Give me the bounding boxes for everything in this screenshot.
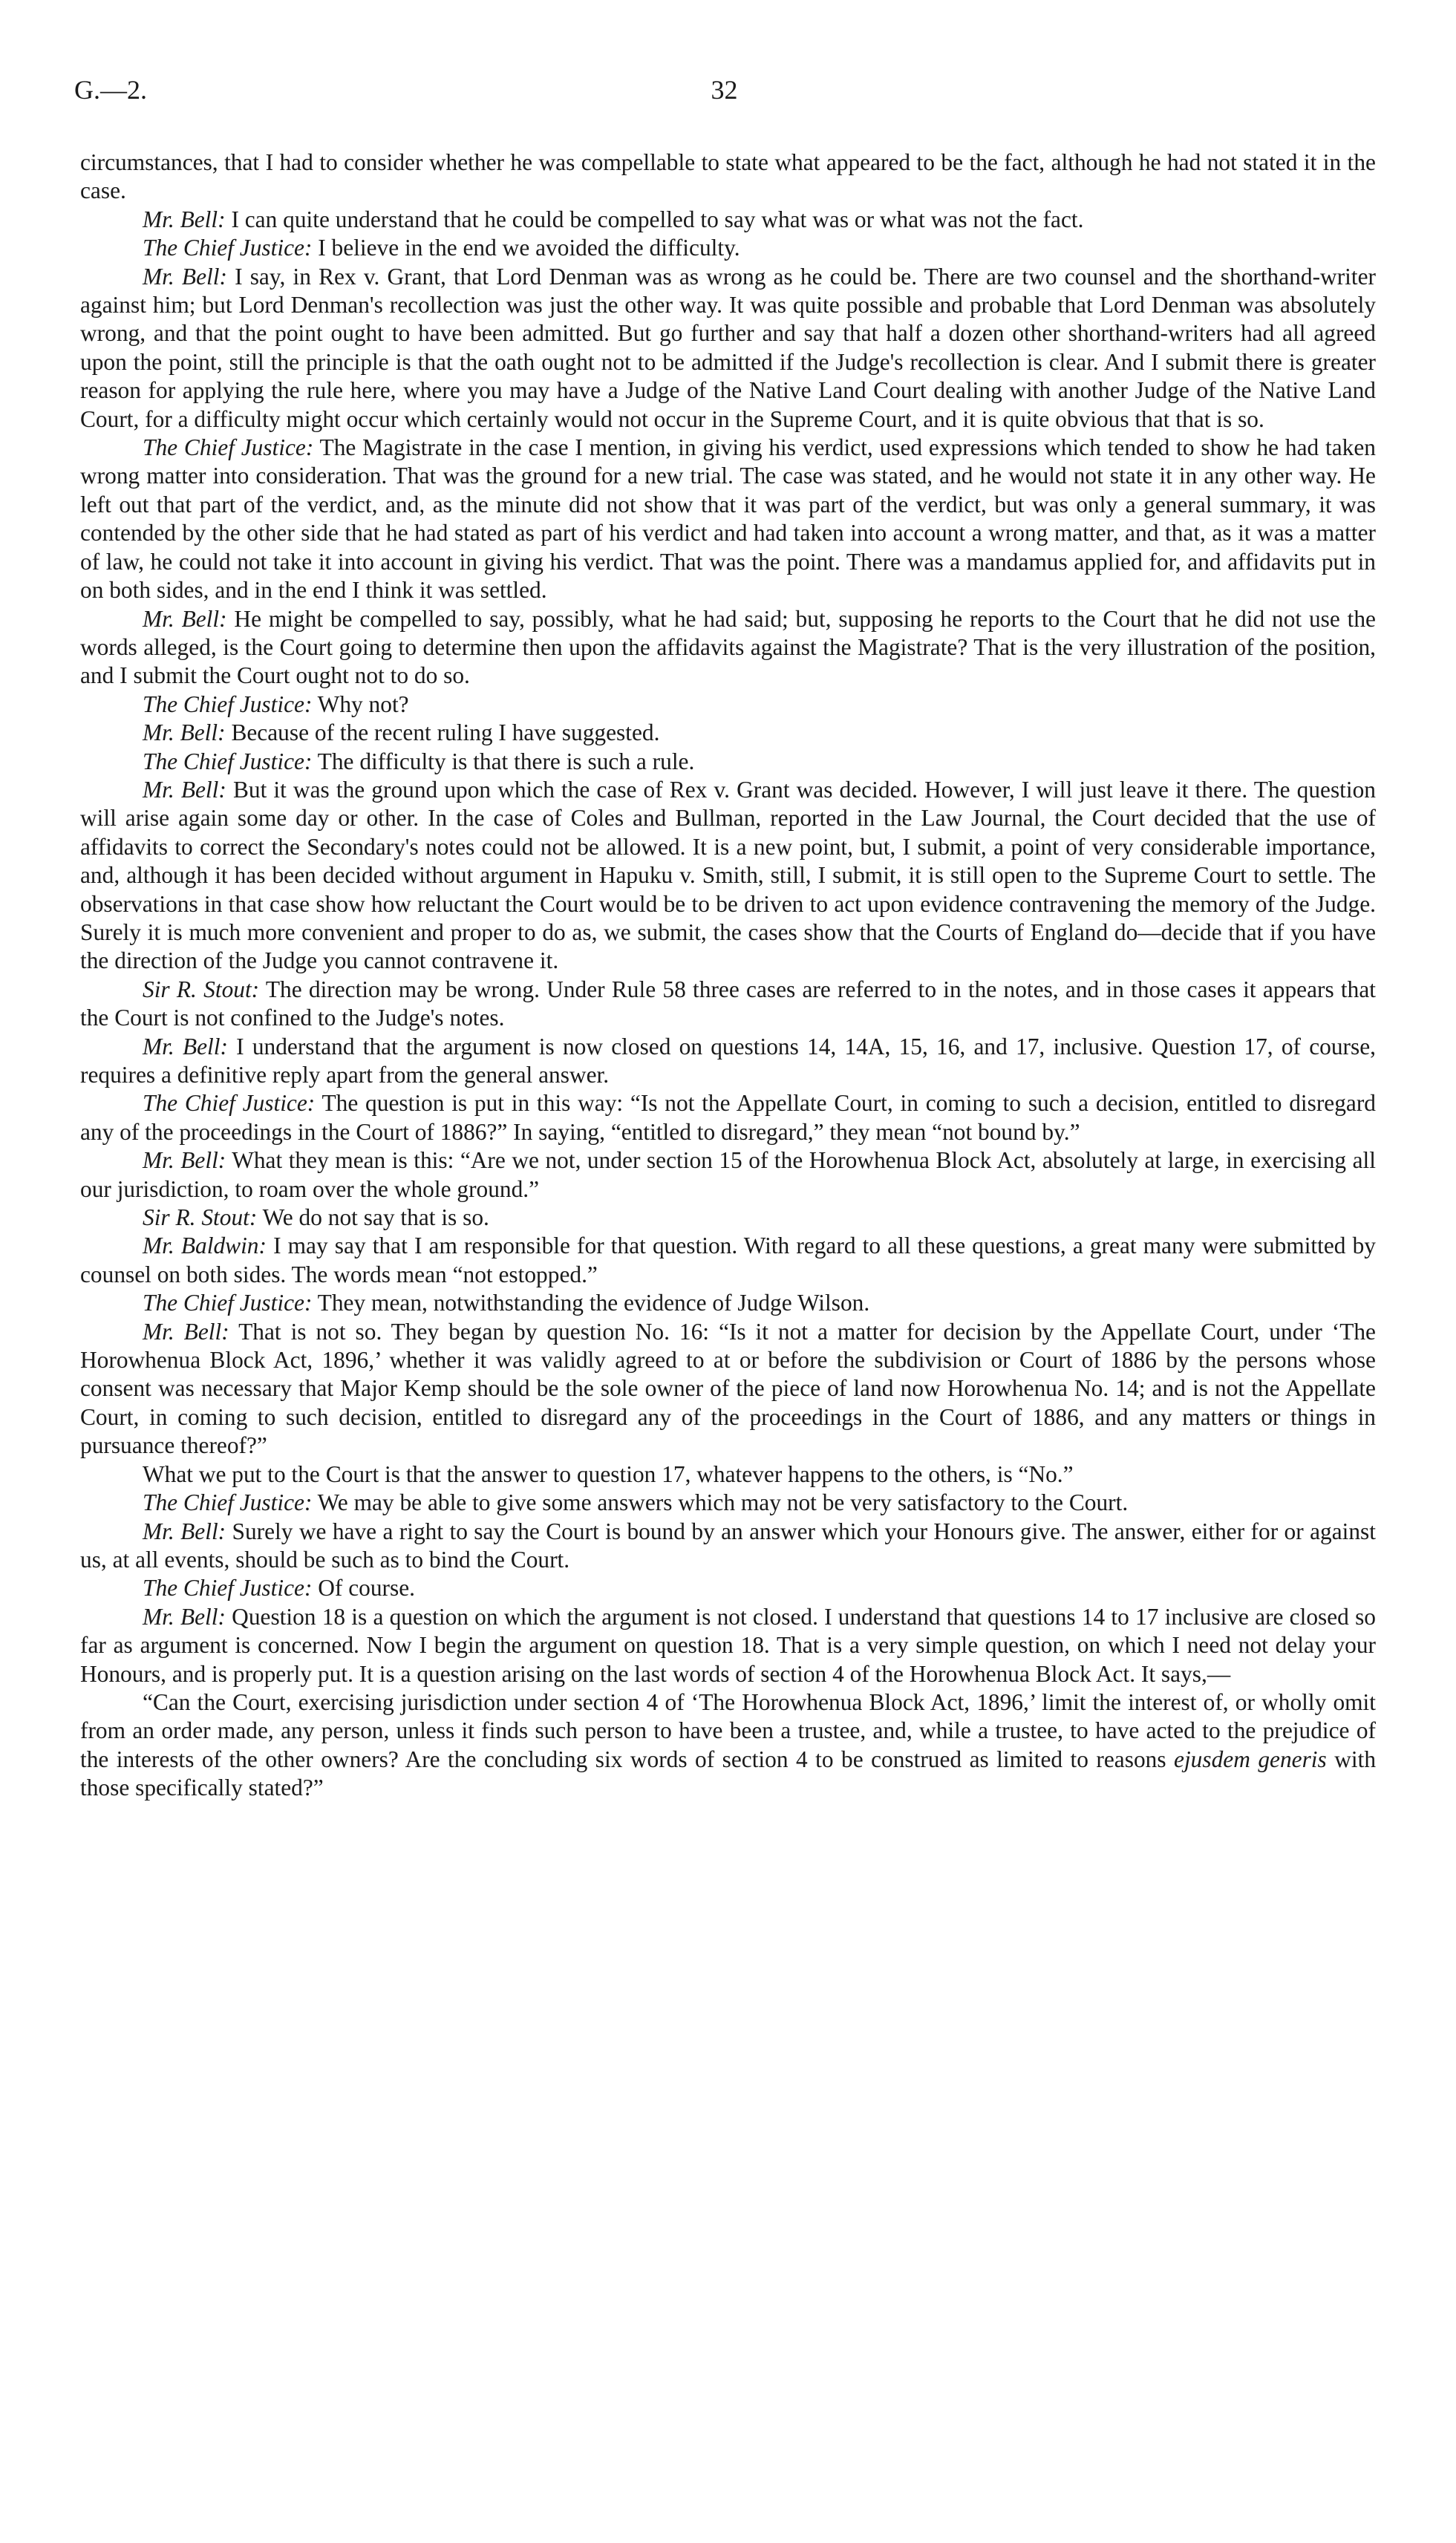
paragraph-text: The difficulty is that there is such a rule. — [312, 748, 695, 774]
paragraph — [80, 719, 1376, 747]
speaker-name: The Chief Justice: — [143, 235, 313, 261]
speaker-name: The Chief Justice: — [143, 1489, 313, 1516]
paragraph — [80, 1232, 1376, 1289]
speaker-name: Mr. Bell: — [143, 263, 227, 290]
paragraph — [80, 1460, 1376, 1489]
paragraph — [80, 1089, 1376, 1146]
paragraph-text: Why not? — [312, 691, 409, 717]
speaker-name: The Chief Justice: — [143, 1575, 313, 1602]
paragraph — [80, 1518, 1376, 1575]
paragraph-text: Because of the recent ruling I have suggested. — [225, 719, 660, 746]
paragraph-text: But it was the ground upon which the case of Rex v. Grant was decided. However, I will just leave it there. The question will arise again some day or other. In the case of Coles and Bullman, reported in the Law Journal, the Court decided that the use of affidavits to correct the Secondary's notes could not be allowed. It is a new point, but, I submit, a point of very considerable importance, and, although it has been decided without argument in Hapuku v. Smith, still, I submit, it is still open to the Supreme Court to settle. The observations in that case show how reluctant the Court would be to be driven to act upon evidence contravening the memory of the Judge. Surely it is much more convenient and proper to do as, we submit, the cases show that the Courts of England do—decide that if you have the direction of the Judge you cannot contravene it. — [80, 776, 1376, 974]
paragraph-text: I may say that I am responsible for that question. With regard to all these questions, a great many were submitted by counsel on both sides. The words mean “not estopped.” — [80, 1233, 1376, 1287]
paragraph — [80, 1289, 1376, 1317]
paragraph — [80, 776, 1376, 976]
paragraph-text: I say, in Rex v. Grant, that Lord Denman was as wrong as he could be. There are two counsel and the shorthand-writer against him; but Lord Denman's recollection was just the other way. It was quite possible and probable that Lord Denman was absolutely wrong, and that the point ought to have been admitted. But go further and say that half a dozen other shorthand-writers had all agreed upon the point, still the principle is that the oath ought not to be admitted if the Judge's recollection is clear. And I submit there is greater reason for applying the rule here, where you may have a Judge of the Native Land Court dealing with another Judge of the Native Land Court, for a difficulty might occur which certainly would not occur in the Supreme Court, and it is quite obvious that that is so. — [80, 263, 1376, 432]
paragraph-text: The question is put in this way: “Is not the Appellate Court, in coming to such a decision, entitled to disregard any of the proceedings in the Court of 1886?” In saying, “entitled to disregard,” they mean “not bound by.” — [80, 1090, 1376, 1145]
paragraph — [80, 263, 1376, 434]
speaker-name: Mr. Baldwin: — [143, 1233, 267, 1259]
speaker-name: Mr. Bell: — [143, 719, 226, 746]
paragraph-text: I believe in the end we avoided the difficulty. — [312, 235, 740, 261]
paragraph-text: He might be compelled to say, possibly, what he had said; but, supposing he reports to the Court that he did not use the words alleged, is the Court going to determine then upon the affidavits against the Magistrate? That is the very illustration of the position, and I submit the Court ought not to do so. — [80, 605, 1376, 689]
latin-phrase: ejusdem generis — [1166, 1746, 1327, 1772]
paragraph-text: Question 18 is a question on which the argument is not closed. I understand that questions 14 to 17 inclusive are closed so far as argument is concerned. Now I begin the argument on question 18. That is a very simple question, on which I need not delay your Honours, and is properly put. It is a question arising on the last words of section 4 of the Horowhenua Block Act. It says,— — [80, 1603, 1376, 1687]
speaker-name: Mr. Bell: — [143, 206, 226, 232]
paragraph — [80, 691, 1376, 719]
paragraph — [80, 1033, 1376, 1090]
paragraph — [80, 976, 1376, 1033]
paragraph — [80, 1603, 1376, 1688]
speaker-name: Mr. Bell: — [143, 776, 226, 803]
paragraph — [80, 1146, 1376, 1204]
paragraph-text: I understand that the argument is now closed on questions 14, 14A, 15, 16, and 17, inclusive. Question 17, of course, requires a definitive reply apart from the general answer. — [80, 1033, 1376, 1088]
paragraph-text-tail: with those specifically stated?” — [80, 1746, 1377, 1801]
speaker-name: The Chief Justice: — [143, 1290, 313, 1316]
paragraph — [80, 206, 1376, 234]
paragraph — [80, 748, 1376, 776]
speaker-name: Sir R. Stout: — [143, 976, 260, 1002]
speaker-name: The Chief Justice: — [143, 1090, 316, 1117]
paragraph-text: That is not so. They began by question No. 16: “Is it not a matter for decision by the Appellate Court, under ‘The Horowhenua Block Act, 1896,’ whether it was validly agreed to at or before the subdivision or Court of 1886 by the persons whose consent was necessary that Major Kemp should be the sole owner of the piece of land now Horowhenua No. 14; and is not the Appellate Court, in coming to such decision, entitled to disregard any of the proceedings in the Court of 1886, and any matters or things in pursuance thereof?” — [80, 1318, 1376, 1459]
paragraph-text: We do not say that is so. — [257, 1204, 489, 1231]
speaker-name: The Chief Justice: — [143, 691, 313, 717]
paragraph — [80, 605, 1376, 691]
speaker-name: The Chief Justice: — [143, 434, 314, 461]
speaker-name: The Chief Justice: — [143, 748, 313, 774]
paragraph — [80, 1688, 1376, 1803]
paragraph-text: What we put to the Court is that the answer to question 17, whatever happens to the others, is “No.” — [143, 1460, 1074, 1487]
paragraph — [80, 1574, 1376, 1602]
paragraph — [80, 1489, 1376, 1517]
document-reference: G.—2. — [74, 75, 147, 105]
paragraph-text: The Magistrate in the case I mention, in giving his verdict, used expressions which tended to show he had taken wrong matter into consideration. That was the ground for a new trial. The case was stated, and he would not state it in any other way. He left out that part of the verdict, and, as the minute did not show that it was part of the verdict, but was only a general summary, it was contended by the other side that he had stated as part of his verdict and had taken into account a wrong matter, and that, as it was a matter of law, he could not take it into account in giving his verdict. That was the point. There was a mandamus applied for, and affidavits put in on both sides, and in the end I think it was settled. — [80, 434, 1376, 604]
paragraph — [80, 434, 1376, 604]
paragraph-text: I can quite understand that he could be compelled to say what was or what was not the fact. — [225, 206, 1084, 232]
speaker-name: Mr. Bell: — [143, 605, 227, 632]
paragraph-text: We may be able to give some answers which may not be very satisfactory to the Court. — [312, 1489, 1129, 1516]
page-number: 32 — [711, 75, 738, 105]
speaker-name: Sir R. Stout: — [143, 1204, 258, 1231]
paragraph-text: They mean, notwithstanding the evidence of Judge Wilson. — [312, 1290, 870, 1316]
speaker-name: Mr. Bell: — [143, 1318, 229, 1345]
paragraph — [80, 148, 1376, 206]
speaker-name: Mr. Bell: — [143, 1603, 226, 1630]
paragraph — [80, 234, 1376, 262]
speaker-name: Mr. Bell: — [143, 1147, 226, 1174]
paragraph-text: Surely we have a right to say the Court is bound by an answer which your Honours give. The answer, either for or against us, at all events, should be such as to bind the Court. — [80, 1518, 1376, 1573]
paragraph — [80, 1204, 1376, 1232]
speaker-name: Mr. Bell: — [143, 1033, 228, 1060]
page-header — [74, 74, 1374, 119]
paragraph-text: “Can the Court, exercising jurisdiction under section 4 of ‘The Horowhenua Block Act, 1896,’ limit the interest of, or wholly omit from an order made, any person, unless it finds such person to have been a trustee, and, while a trustee, to have acted to the prejudice of the interests of the other owners? Are the concluding six words of section 4 to be construed as limited to reasons — [80, 1688, 1376, 1772]
paragraph-text: What they mean is this: “Are we not, under section 15 of the Horowhenua Block Act, absolutely at large, in exercising all our jurisdiction, to roam over the whole ground.” — [80, 1147, 1376, 1202]
paragraph-text: circumstances, that I had to consider whether he was compellable to state what appeared to be the fact, although he had not stated it in the case. — [80, 149, 1376, 204]
paragraph-text: Of course. — [312, 1575, 415, 1602]
paragraph-text: The direction may be wrong. Under Rule 58 three cases are referred to in the notes, and in those cases it appears that the Court is not confined to the Judge's notes. — [80, 976, 1376, 1031]
document-body — [80, 148, 1376, 1803]
speaker-name: Mr. Bell: — [143, 1518, 226, 1544]
paragraph — [80, 1318, 1376, 1460]
